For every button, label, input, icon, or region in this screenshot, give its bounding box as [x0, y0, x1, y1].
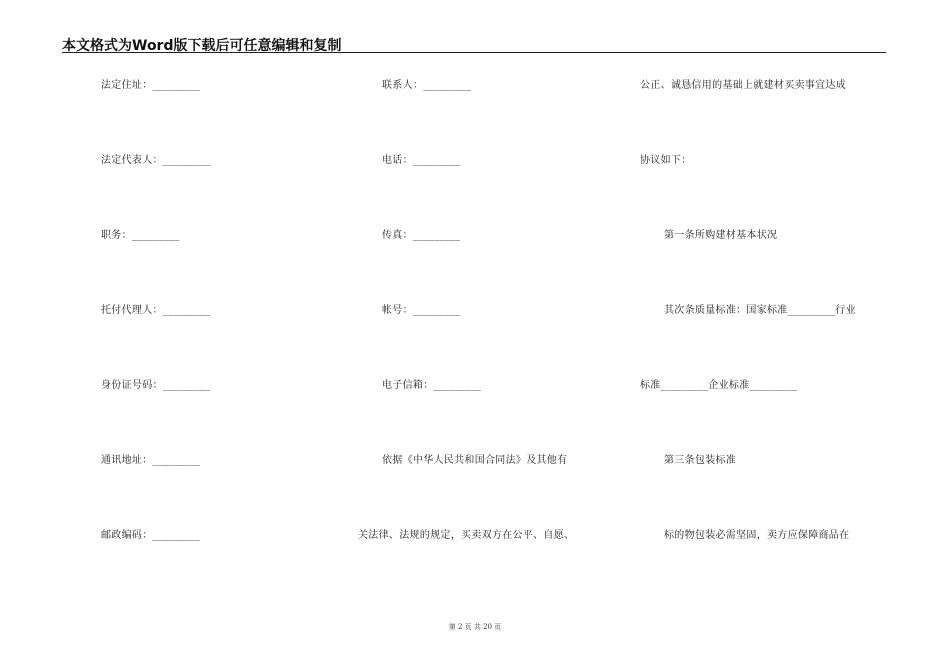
postal-code-line: 邮政编码：_________ — [101, 530, 201, 541]
email-line: 电子信箱：_________ — [382, 380, 482, 391]
legal-address-line: 法定住址：_________ — [101, 80, 201, 91]
fax-line: 传真：_________ — [382, 230, 461, 241]
article-one-heading: 第一条所购建材基本状况 — [664, 230, 778, 241]
agreement-intro-text: 协议如下： — [640, 155, 692, 166]
relevant-laws-text: 关法律、法规的规定，买卖双方在公平、自愿、 — [358, 530, 575, 541]
article-two-heading: 其次条质量标准：国家标准_________行业 — [664, 305, 856, 316]
contract-law-text: 依据《中华人民共和国合同法》及其他有 — [382, 455, 568, 466]
article-three-heading: 第三条包装标准 — [664, 455, 737, 466]
fair-dealing-text: 公正、诚恳信用的基础上就建材买卖事宜达成 — [640, 80, 846, 91]
legal-representative-line: 法定代表人：_________ — [101, 155, 211, 166]
page-number-footer: 第 2 页 共 20 页 — [448, 623, 502, 631]
standards-line: 标准_________企业标准_________ — [640, 380, 798, 391]
id-number-line: 身份证号码：_________ — [101, 380, 211, 391]
header-divider — [62, 52, 886, 53]
packaging-text: 标的物包装必需坚固，卖方应保障商品在 — [664, 530, 850, 541]
agent-line: 托付代理人：_________ — [101, 305, 211, 316]
page-header-title: 本文格式为Word版下载后可任意编辑和复制 — [62, 38, 342, 54]
mailing-address-line: 通讯地址：_________ — [101, 455, 201, 466]
contact-person-line: 联系人：_________ — [382, 80, 471, 91]
phone-line: 电话：_________ — [382, 155, 461, 166]
account-line: 帐号：_________ — [382, 305, 461, 316]
position-line: 职务：_________ — [101, 230, 180, 241]
